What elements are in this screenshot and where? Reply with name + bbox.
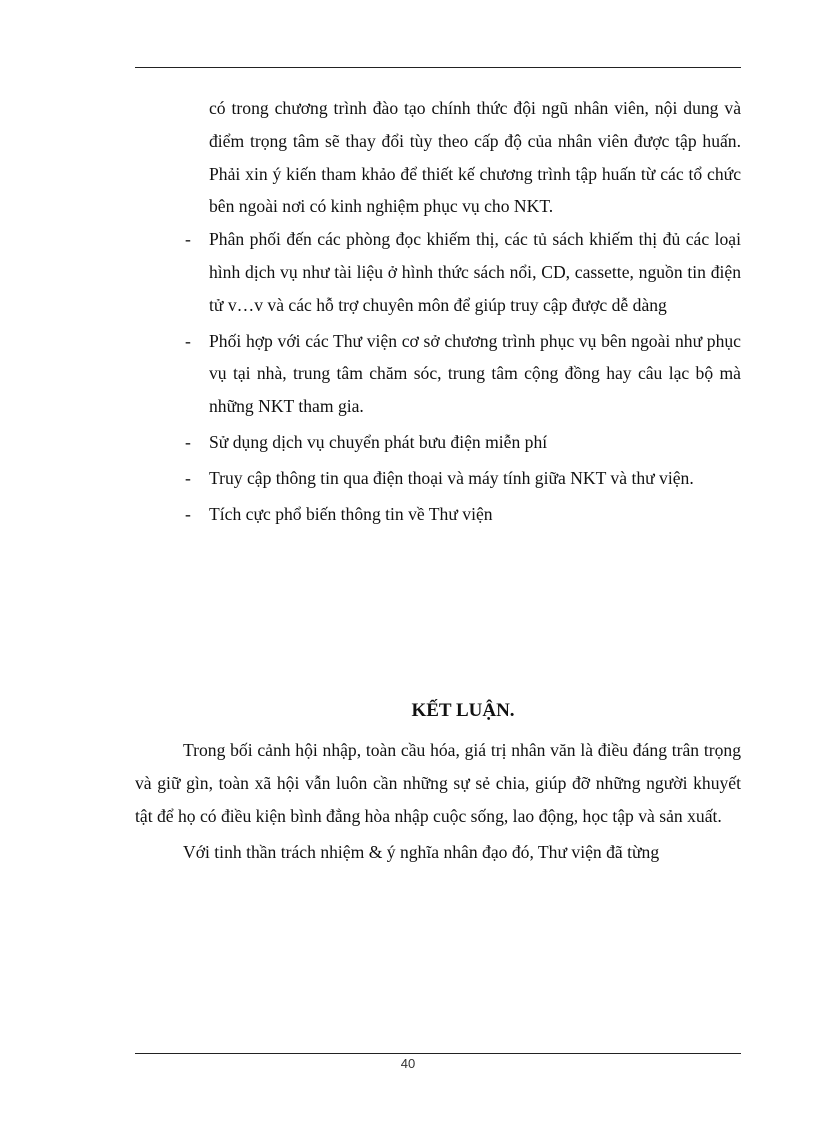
header-rule xyxy=(135,67,741,68)
list-item xyxy=(135,426,741,459)
list-item xyxy=(135,325,741,423)
list-item xyxy=(135,462,741,495)
list-item-text: Truy cập thông tin qua điện thoại và máy tính giữa NKT và thư viện. xyxy=(209,467,694,488)
bullet-dash: - xyxy=(185,503,191,524)
list-item-text: Phối hợp với các Thư viện cơ sở chương trình phục vụ bên ngoài như phục vụ tại nhà, trung tâm chăm sóc, trung tâm cộng đồng hay câu lạc bộ mà những NKT tham gia. xyxy=(209,330,741,417)
section-spacer xyxy=(135,530,741,695)
bullet-dash: - xyxy=(185,431,191,452)
list-item-text: Tích cực phổ biến thông tin về Thư viện xyxy=(209,503,493,524)
bullet-list xyxy=(135,223,741,530)
conclusion-heading: KẾT LUẬN. xyxy=(411,700,515,722)
footer-rule xyxy=(135,1053,741,1054)
page-number: 40 xyxy=(400,1056,416,1071)
bullet-dash: - xyxy=(185,467,191,488)
list-item-text: Sử dụng dịch vụ chuyển phát bưu điện miễn phí xyxy=(209,431,548,452)
list-item xyxy=(135,498,741,531)
page-content xyxy=(135,92,741,868)
list-item-text: Phân phối đến các phòng đọc khiếm thị, các tủ sách khiếm thị đủ các loại hình dịch vụ như tài liệu ở hình thức sách nổi, CD, cassette, nguồn tin điện tử v…v và các hỗ trợ chuyên môn để giúp truy cập được dễ dàng xyxy=(209,229,741,315)
bullet-dash: - xyxy=(185,330,191,351)
conclusion-paragraph: Với tinh thần trách nhiệm & ý nghĩa nhân đạo đó, Thư viện đã từng xyxy=(183,841,660,862)
continuation-paragraph: có trong chương trình đào tạo chính thức đội ngũ nhân viên, nội dung và điểm trọng tâm sẽ thay đổi tùy theo cấp độ của nhân viên được tập huấn. Phải xin ý kiến tham khảo để thiết kế chương trình tập huấn từ các tổ chức bên ngoài nơi có kinh nghiệm phục vụ cho NKT. xyxy=(209,98,741,217)
bullet-dash: - xyxy=(185,229,191,250)
list-item xyxy=(135,223,741,321)
conclusion-paragraph: Trong bối cảnh hội nhập, toàn cầu hóa, giá trị nhân văn là điều đáng trân trọng và giữ gìn, toàn xã hội vẫn luôn cần những sự sẻ chia, giúp đỡ những người khuyết tật để họ có điều kiện bình đẳng hòa nhập cuộc sống, lao động, học tập và sản xuất. xyxy=(135,740,741,826)
